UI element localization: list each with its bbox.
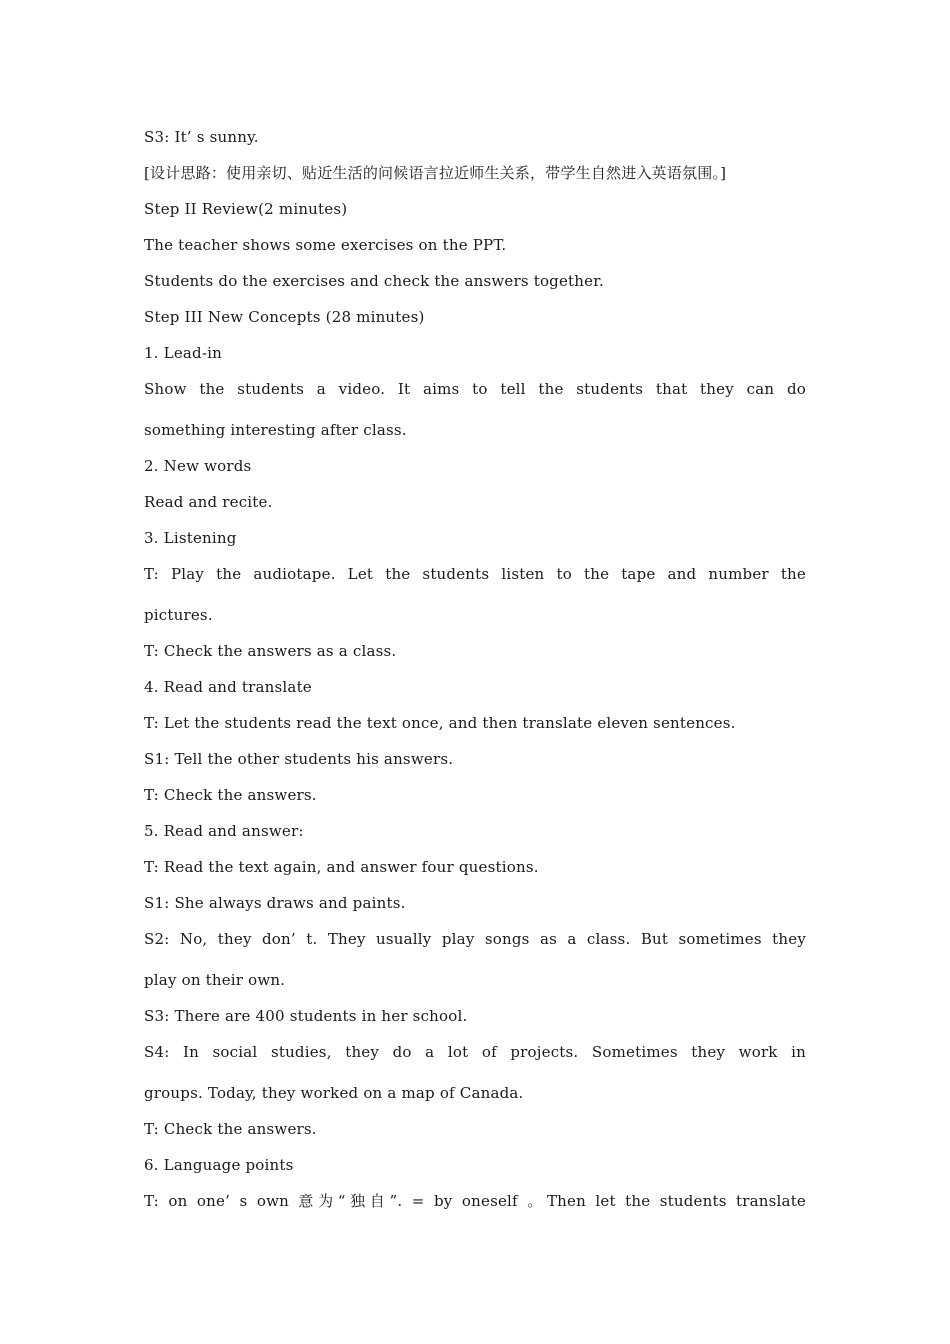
text-line: play on their own. bbox=[144, 971, 286, 989]
text-line: S2: No, they don’ t. They usually play songs as a class. But sometimes they bbox=[144, 930, 806, 948]
text-line: Students do the exercises and check the answers together. bbox=[144, 272, 604, 290]
section-heading: 4. Read and translate bbox=[144, 678, 312, 696]
text-line: S1: She always draws and paints. bbox=[144, 894, 406, 912]
text-line: S1: Tell the other students his answers. bbox=[144, 750, 454, 768]
text-line: T: Let the students read the text once, and then translate eleven sentences. bbox=[144, 714, 736, 732]
step-heading: Step III New Concepts (28 minutes) bbox=[144, 308, 425, 326]
text-line: T: Check the answers. bbox=[144, 786, 317, 804]
text-line: Show the students a video. It aims to tell the students that they can do bbox=[144, 380, 806, 398]
text-line: T: Read the text again, and answer four questions. bbox=[144, 858, 539, 876]
step-heading: Step II Review(2 minutes) bbox=[144, 200, 348, 218]
text-line: S3: There are 400 students in her school. bbox=[144, 1007, 468, 1025]
text-line: pictures. bbox=[144, 606, 213, 624]
text-line: groups. Today, they worked on a map of Canada. bbox=[144, 1084, 524, 1102]
section-heading: 6. Language points bbox=[144, 1156, 294, 1174]
text-line: T: Check the answers. bbox=[144, 1120, 317, 1138]
text-line: T: Check the answers as a class. bbox=[144, 642, 397, 660]
text-line: Read and recite. bbox=[144, 493, 273, 511]
text-line: T: Play the audiotape. Let the students listen to the tape and number the bbox=[144, 565, 806, 583]
text-line: S3: It’ s sunny. bbox=[144, 128, 259, 146]
text-line: something interesting after class. bbox=[144, 421, 407, 439]
section-heading: 1. Lead-in bbox=[144, 344, 222, 362]
section-heading: 5. Read and answer: bbox=[144, 822, 304, 840]
text-line: S4: In social studies, they do a lot of projects. Sometimes they work in bbox=[144, 1043, 806, 1061]
text-line: T: on one’ s own 意为“独自”. = by oneself 。Then let the students translate bbox=[144, 1192, 806, 1210]
section-heading: 3. Listening bbox=[144, 529, 237, 547]
text-line: The teacher shows some exercises on the PPT. bbox=[144, 236, 507, 254]
section-heading: 2. New words bbox=[144, 457, 252, 475]
design-note-line: [设计思路：使用亲切、贴近生活的问候语言拉近师生关系，带学生自然进入英语氛围。] bbox=[144, 164, 727, 182]
